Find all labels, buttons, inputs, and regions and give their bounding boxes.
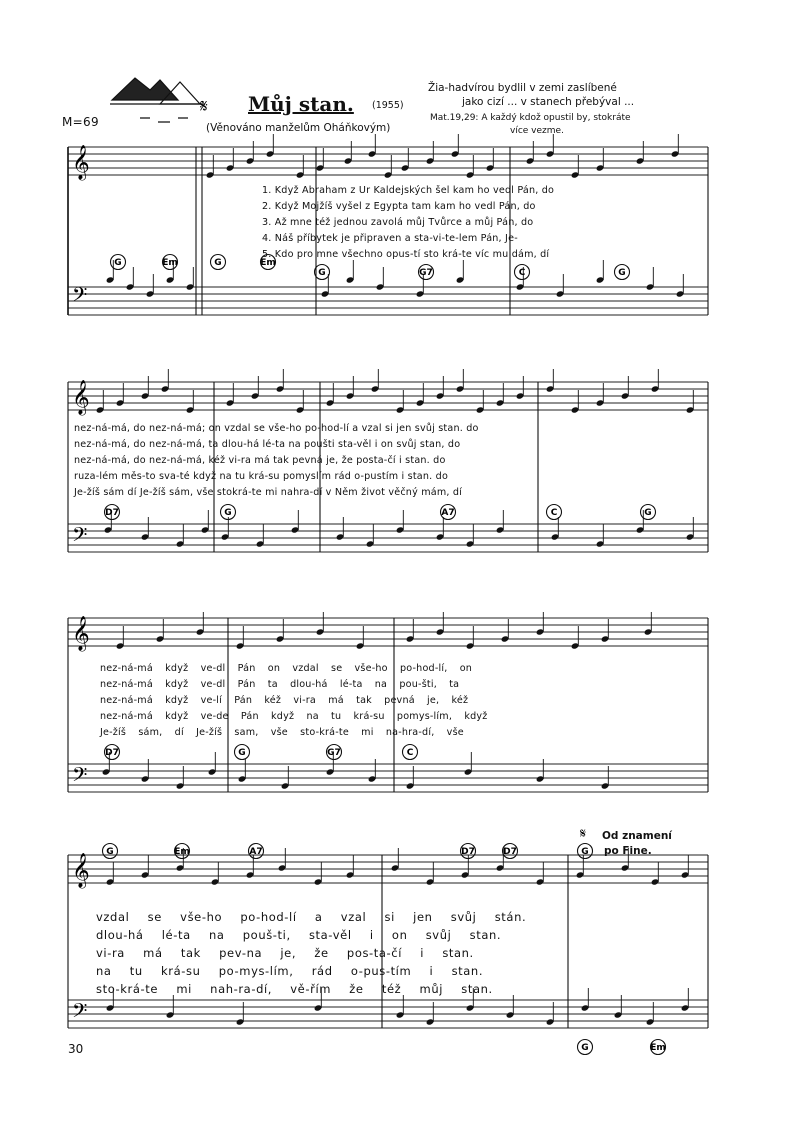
chord-label: G (618, 268, 626, 279)
chord-label: G (644, 508, 652, 519)
segno-icon: 𝄋 (580, 826, 587, 842)
svg-text:𝄋: 𝄋 (200, 96, 208, 117)
verse-1-line: vzdal se vše-ho po-hod-lí a vzal si jen svůj stán. (96, 910, 527, 924)
chord-label: D7 (105, 748, 119, 759)
chord-label: C (518, 268, 526, 279)
verse-5-line: Je-žíš sám dí Je-žíš sám, vše stokrá-te mi nahra-dí v Něm život věčný mám, dí (74, 487, 463, 498)
quote-ref-line-1: Mat.19,29: A každý kdož opustil by, stokráte (430, 113, 631, 123)
page-number: 30 (68, 1042, 84, 1056)
verse-4-line: na tu krá-su po-mys-lím, rád o-pus-tím i stan. (96, 964, 484, 978)
verse-4-line: nez-ná-má když ve-de Pán když na tu krá-su pomys-lím, když (100, 711, 488, 722)
chord-label: Em (162, 258, 178, 269)
fine-note-line-2: po Fine. (604, 845, 652, 857)
bass-clef-icon: 𝄢 (72, 523, 88, 551)
tempo-mark: M=69 (62, 115, 99, 129)
chord-label: D7 (105, 508, 119, 519)
chord-label: G (224, 508, 232, 519)
verse-1-line: 1. Když Abraham z Ur Kaldejských šel kam ho vedl Pán, do (262, 185, 555, 196)
verse-2-line: nez-ná-má, do nez-ná-má, ta dlou-há lé-ta na poušti sta-věl i on svůj stan, do (74, 439, 461, 450)
chord-label: D7 (503, 847, 517, 858)
quote-line-1: Žia-hadvírou bydlil v zemi zaslíbené (428, 82, 617, 94)
quote-ref-line-2: více vezme. (510, 126, 564, 136)
verse-2-line: dlou-há lé-ta na pouš-ti, sta-věl i on svůj stan. (96, 928, 502, 942)
treble-clef-icon: 𝄞 (72, 145, 90, 180)
chord-label: A7 (249, 847, 263, 858)
bass-clef-icon: 𝄢 (72, 999, 88, 1027)
verse-1-line: nez-ná-má když ve-dl Pán on vzdal se vše-ho po-hod-lí, on (100, 663, 473, 674)
chord-label: Em (174, 847, 190, 858)
verse-5-line: Je-žíš sám, dí Je-žíš sam, vše sto-krá-te mi na-hra-dí, vše (100, 727, 464, 738)
chord-label: G7 (419, 268, 433, 279)
chord-label: Em (260, 258, 276, 269)
treble-clef-icon: 𝄞 (72, 380, 90, 415)
chord-label: G7 (327, 748, 341, 759)
verse-2-line: nez-ná-má když ve-dl Pán ta dlou-há lé-ta na pou-šti, ta (100, 679, 460, 690)
verse-4-line: 4. Náš příbytek je připraven a sta-vi-te-lem Pán, Je- (262, 233, 518, 244)
song-year: (1955) (372, 100, 404, 111)
verse-3-line: nez-ná-má, do nez-ná-má, kéž vi-ra má tak pevná je, že posta-čí i stan. do (74, 455, 446, 466)
chord-label: C (550, 508, 558, 519)
verse-3-line: 3. Až mne též jednou zavolá můj Tvůrce a můj Pán, do (262, 217, 534, 228)
fine-note-line-1: Od znamení (602, 830, 672, 842)
verse-3-line: nez-ná-má když ve-lí Pán kéž vi-ra má tak pevná je, kéž (100, 695, 469, 706)
verse-5-line: 5. Kdo pro mne všechno opus-tí sto krá-te víc mu dám, dí (262, 249, 550, 260)
verse-3-line: vi-ra má tak pev-na je, že pos-ta-čí i stan. (96, 946, 474, 960)
verse-2-line: 2. Když Mojžíš vyšel z Egypta tam kam ho vedl Pán, do (262, 201, 536, 212)
treble-clef-icon: 𝄞 (72, 616, 90, 651)
chord-label: G (214, 258, 222, 269)
chord-label: Em (650, 1043, 666, 1054)
chord-label: C (406, 748, 414, 759)
song-title: Můj stan. (248, 92, 354, 116)
chord-label: G (318, 268, 326, 279)
chord-label: G (114, 258, 122, 269)
chord-label: A7 (441, 508, 455, 519)
dedication: (Věnováno manželům Oháňkovým) (206, 122, 391, 134)
chord-label: D7 (461, 847, 475, 858)
bass-clef-icon: 𝄢 (72, 283, 88, 311)
chord-label: G (581, 847, 589, 858)
chord-label: G (238, 748, 246, 759)
verse-1-line: nez-ná-má, do nez-ná-má; on vzdal se vše-ho po-hod-lí a vzal si jen svůj stan. do (74, 423, 479, 434)
treble-clef-icon: 𝄞 (72, 853, 90, 888)
verse-4-line: ruza-lém měs-to sva-té když na tu krá-su pomyslím rád o-pustím i stan. do (74, 471, 449, 482)
chord-label: G (581, 1043, 589, 1054)
quote-line-2: jako cizí ... v stanech přebýval ... (462, 96, 635, 108)
verse-5-line: sto-krá-te mi nah-ra-dí, vě-řím že též můj stan. (96, 982, 493, 996)
bass-clef-icon: 𝄢 (72, 763, 88, 791)
chord-label: G (106, 847, 114, 858)
